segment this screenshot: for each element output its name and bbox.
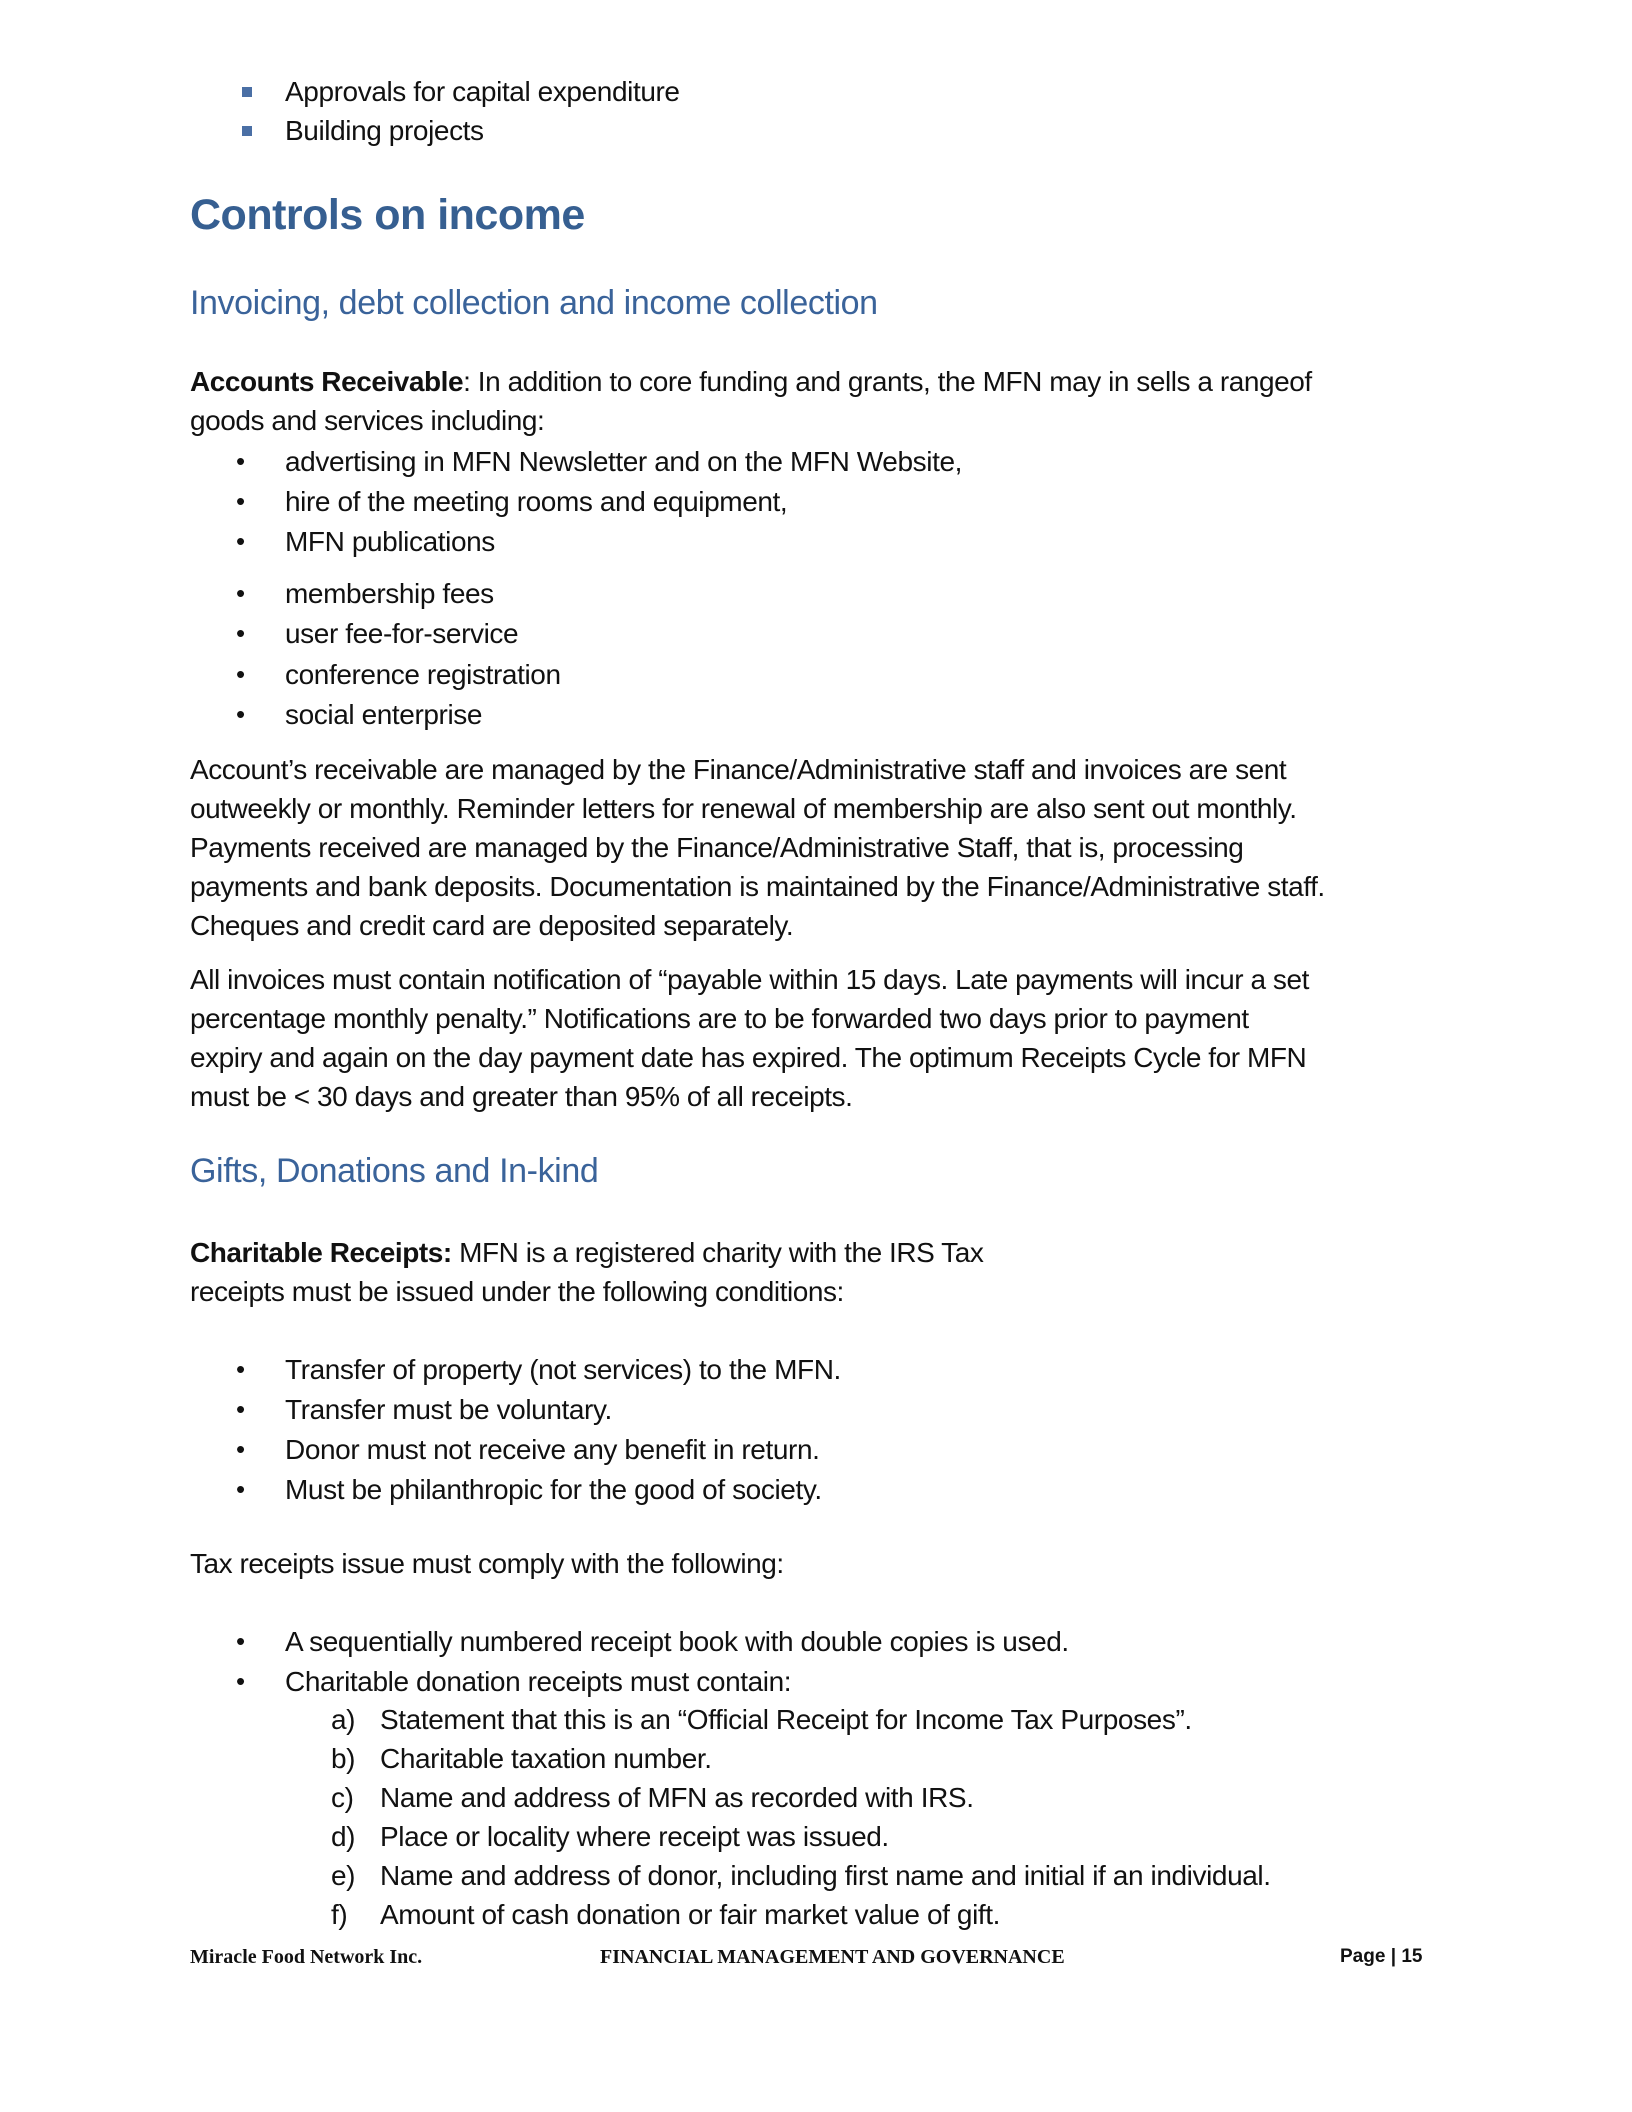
subsection-heading-gifts: Gifts, Donations and In-kind — [190, 1152, 599, 1190]
list-item: Building projects — [285, 115, 484, 146]
list-item: user fee-for-service — [285, 618, 519, 649]
square-bullet-icon — [242, 87, 252, 97]
bullet-icon: • — [236, 699, 246, 729]
list-item: advertising in MFN Newsletter and on the MFN Website, — [285, 446, 962, 477]
paragraph-line: Cheques and credit card are deposited separately. — [190, 910, 794, 941]
list-item: Approvals for capital expenditure — [285, 76, 680, 107]
list-marker: e) — [331, 1860, 356, 1891]
footer-document-title: FINANCIAL MANAGEMENT AND GOVERNANCE — [600, 1946, 1065, 1968]
charitable-receipts-line2: receipts must be issued under the following conditions: — [190, 1276, 844, 1307]
footer-organization: Miracle Food Network Inc. — [190, 1946, 423, 1968]
list-item: Amount of cash donation or fair market value of gift. — [380, 1899, 1001, 1930]
accounts-receivable-text: : In addition to core funding and grants, the MFN may in sells a rangeof — [463, 366, 1312, 397]
paragraph-line: expiry and again on the day payment date has expired. The optimum Receipts Cycle for MFN — [190, 1042, 1307, 1073]
bullet-icon: • — [236, 1394, 246, 1424]
list-item: hire of the meeting rooms and equipment, — [285, 486, 788, 517]
list-item: Name and address of MFN as recorded with IRS. — [380, 1782, 974, 1813]
bullet-icon: • — [236, 526, 246, 556]
paragraph-line: Payments received are managed by the Finance/Administrative Staff, that is, processing — [190, 832, 1244, 863]
bullet-icon: • — [236, 1474, 246, 1504]
bullet-icon: • — [236, 1354, 246, 1384]
list-item: MFN publications — [285, 526, 495, 557]
bullet-icon: • — [236, 446, 246, 476]
accounts-receivable-label: Accounts Receivable — [190, 366, 464, 397]
paragraph-line: percentage monthly penalty.” Notifications are to be forwarded two days prior to payment — [190, 1003, 1249, 1034]
paragraph-line: must be < 30 days and greater than 95% of all receipts. — [190, 1081, 853, 1112]
page-label: Page — [1340, 1946, 1386, 1967]
bullet-icon: • — [236, 486, 246, 516]
list-item: Donor must not receive any benefit in return. — [285, 1434, 820, 1465]
list-marker: d) — [331, 1821, 356, 1852]
footer-page-number — [1340, 1946, 1422, 1968]
bullet-icon: • — [236, 578, 246, 608]
list-marker: f) — [331, 1899, 348, 1930]
list-item: Statement that this is an “Official Receipt for Income Tax Purposes”. — [380, 1704, 1192, 1735]
list-item: Name and address of donor, including first name and initial if an individual. — [380, 1860, 1271, 1891]
list-item: A sequentially numbered receipt book with double copies is used. — [285, 1626, 1069, 1657]
paragraph-line: payments and bank deposits. Documentation is maintained by the Finance/Administrative staff. — [190, 871, 1325, 902]
accounts-receivable-line1 — [190, 362, 1312, 401]
list-item: social enterprise — [285, 699, 483, 730]
bullet-icon: • — [236, 618, 246, 648]
page-separator: | — [1390, 1946, 1397, 1967]
bullet-icon: • — [236, 1626, 246, 1656]
charitable-receipts-text: MFN is a registered charity with the IRS Tax — [451, 1237, 984, 1268]
list-item: Charitable taxation number. — [380, 1743, 712, 1774]
charitable-receipts-line1 — [190, 1233, 983, 1272]
square-bullet-icon — [242, 126, 252, 136]
section-title: Controls on income — [190, 191, 585, 239]
list-item: conference registration — [285, 659, 561, 690]
paragraph-line: All invoices must contain notification of “payable within 15 days. Late payments will incur a set — [190, 964, 1309, 995]
list-marker: a) — [331, 1704, 356, 1735]
list-marker: b) — [331, 1743, 356, 1774]
charitable-receipts-label: Charitable Receipts: — [190, 1237, 452, 1268]
paragraph-line: Account’s receivable are managed by the Finance/Administrative staff and invoices are sent — [190, 754, 1287, 785]
list-item: Charitable donation receipts must contain: — [285, 1666, 792, 1697]
subsection-heading-invoicing: Invoicing, debt collection and income collection — [190, 284, 878, 322]
bullet-icon: • — [236, 659, 246, 689]
list-item: Transfer of property (not services) to the MFN. — [285, 1354, 841, 1385]
list-item: Transfer must be voluntary. — [285, 1394, 612, 1425]
bullet-icon: • — [236, 1666, 246, 1696]
accounts-receivable-line2: goods and services including: — [190, 405, 545, 436]
bullet-icon: • — [236, 1434, 246, 1464]
list-item: Must be philanthropic for the good of society. — [285, 1474, 822, 1505]
list-marker: c) — [331, 1782, 354, 1813]
list-item: membership fees — [285, 578, 494, 609]
list-item: Place or locality where receipt was issued. — [380, 1821, 889, 1852]
paragraph-line: outweekly or monthly. Reminder letters for renewal of membership are also sent out monthly. — [190, 793, 1297, 824]
page-number: 15 — [1401, 1946, 1423, 1967]
tax-receipts-intro: Tax receipts issue must comply with the following: — [190, 1548, 784, 1579]
